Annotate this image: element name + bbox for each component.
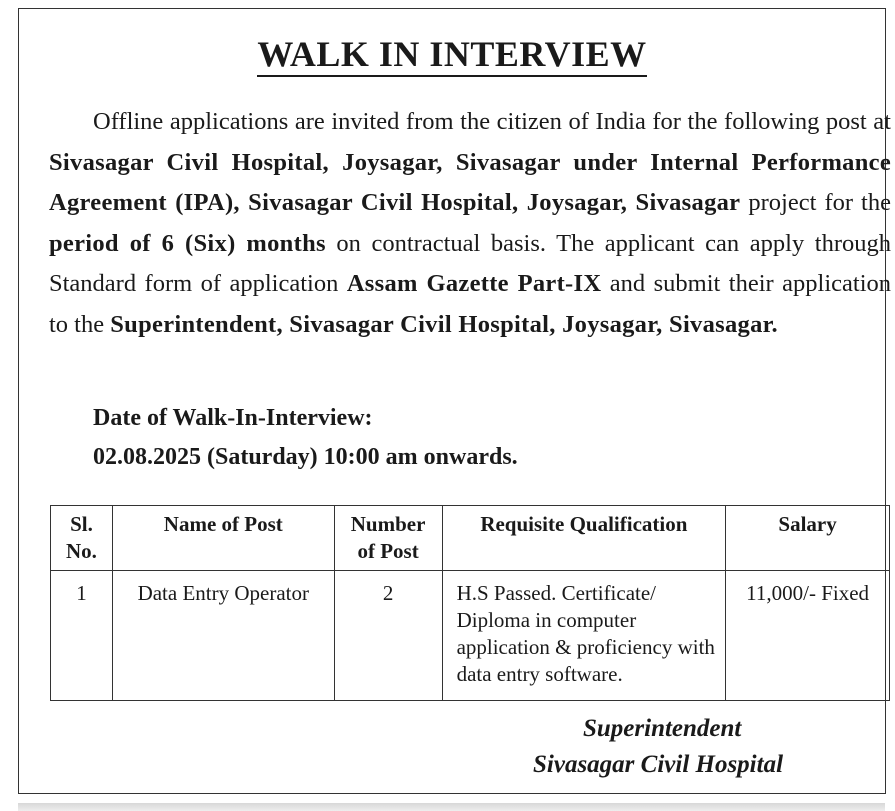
table-row	[51, 571, 890, 701]
header-sl-no: Sl. No.	[51, 506, 113, 571]
cell-qualification: H.S Passed. Certificate/ Diploma in computer application & proficiency with data entry software.	[442, 571, 726, 701]
cell-number-of-post: 2	[334, 571, 442, 701]
header-salary: Salary	[726, 506, 890, 571]
para-text-3: on contractual basis. The applicant can apply through Standard form of application	[49, 229, 891, 297]
table-header-row	[51, 506, 890, 571]
para-hospital: Sivasagar Civil Hospital, Joysagar, Sivasagar under Internal Performance Agreement (IPA), Sivasagar Civil Hospital, Joysagar, Sivasagar	[49, 148, 891, 216]
interview-date-label: Date of Walk-In-Interview:	[93, 405, 373, 431]
cell-salary: 11,000/- Fixed	[726, 571, 890, 701]
cell-post-name: Data Entry Operator	[112, 571, 334, 701]
signature-title: Superintendent	[583, 715, 742, 742]
interview-date-value: 02.08.2025 (Saturday) 10:00 am onwards.	[93, 444, 518, 470]
header-number-of-post: Number of Post	[334, 506, 442, 571]
vacancy-table	[50, 505, 890, 701]
para-period: period of 6 (Six) months	[49, 229, 326, 257]
notice-title: WALK IN INTERVIEW	[19, 33, 885, 75]
header-post-name: Name of Post	[112, 506, 334, 571]
para-text-2: project for the	[740, 189, 891, 216]
notice-frame	[18, 8, 892, 794]
para-gazette: Assam Gazette Part-IX	[346, 270, 602, 297]
header-qualification: Requisite Qualification	[442, 506, 726, 571]
cell-sl-no: 1	[51, 571, 113, 701]
page-bottom-edge	[18, 803, 885, 811]
para-text-1: Offline applications are invited from the citizen of India for the following post at	[93, 108, 891, 135]
notice-paragraph	[49, 102, 891, 345]
para-text-4: and submit their application to the	[49, 270, 892, 338]
para-superintendent: Superintendent, Sivasagar Civil Hospital, Joysagar, Sivasagar.	[110, 310, 778, 338]
signature-organization: Sivasagar Civil Hospital	[533, 751, 784, 778]
